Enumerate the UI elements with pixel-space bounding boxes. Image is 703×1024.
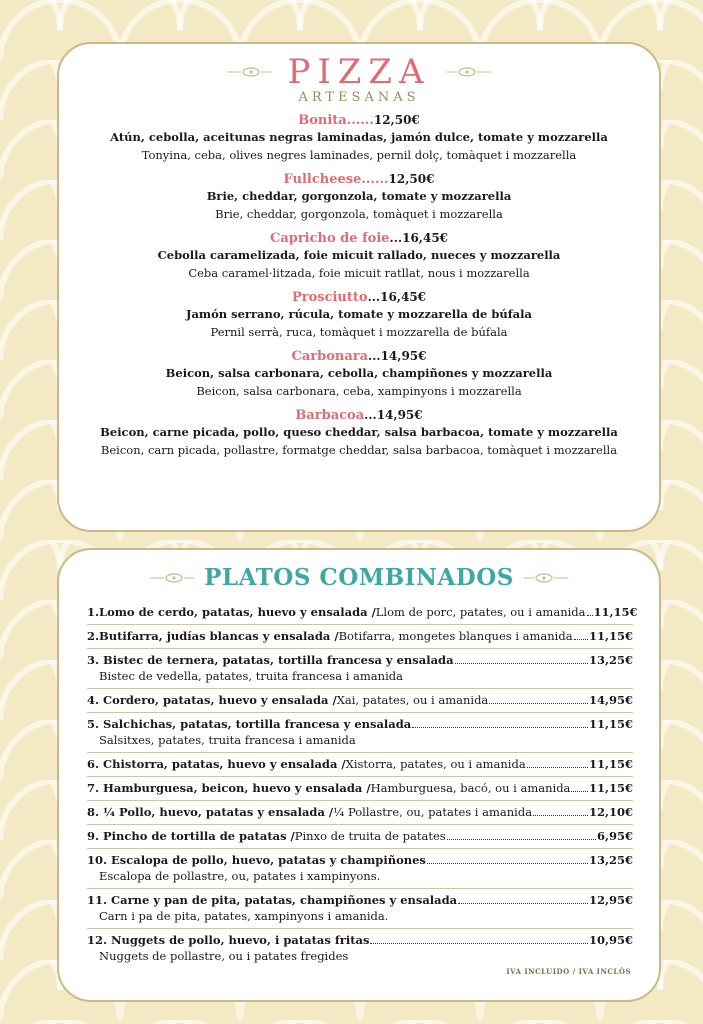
dot-leader (527, 767, 588, 768)
plato-name-ca: Bistec de vedella, patates, truita francesa i amanida (99, 669, 403, 683)
plato-price: 13,25€ (588, 853, 633, 867)
plato-name-ca: Salsitxes, patates, truita francesa i amanida (99, 733, 356, 747)
pizza-name: Barbacoa (295, 408, 365, 423)
ornament-left-icon (227, 65, 271, 79)
plato-name-es: 6. Chistorra, patatas, huevo y ensalada / (87, 757, 346, 771)
pizza-description-ca: Pernil serrà, ruca, tomàquet i mozzarella de búfala (210, 325, 508, 339)
plato-name-es: 7. Hamburguesa, beicon, huevo y ensalada / (87, 781, 371, 795)
plato-name-es: 12. Nuggets de pollo, huevo, i patatas fritas (87, 933, 370, 947)
dot-leader (455, 663, 588, 664)
pizza-description-es: Beicon, carne picada, pollo, queso cheddar, salsa barbacoa, tomate y mozzarella (100, 425, 618, 439)
dot-leader (489, 703, 588, 704)
plato-price: 11,15€ (588, 717, 633, 731)
dot-leader (571, 791, 588, 792)
pizza-dots: ... (368, 349, 381, 363)
plato-name-ca: Xai, patates, ou i amanida (336, 693, 489, 707)
pizza-description-es: Beicon, salsa carbonara, cebolla, champiñones y mozzarella (165, 366, 553, 380)
ornament-right-icon (447, 65, 491, 79)
pizza-price: 12,50€ (388, 172, 435, 186)
list-item (87, 601, 638, 625)
plato-price: 12,10€ (588, 805, 633, 819)
dot-leader (533, 815, 588, 816)
pizza-price: 16,45€ (402, 231, 449, 245)
pizza-item (59, 289, 659, 342)
pizza-name: Prosciutto (291, 290, 368, 305)
pizza-dots: ... (367, 290, 381, 304)
plato-price: 12,95€ (588, 893, 633, 907)
dot-leader (427, 863, 588, 864)
pizza-description-ca: Beicon, carn picada, pollastre, formatge cheddar, salsa barbacoa, tomàquet i mozzarella (100, 443, 618, 457)
dot-leader (574, 639, 588, 640)
list-item (87, 689, 633, 713)
list-item (87, 713, 633, 753)
list-item (87, 889, 633, 929)
pizza-description-ca: Ceba caramel·litzada, foie micuit ratllat, nous i mozzarella (188, 266, 530, 280)
platos-combinados-card (57, 548, 661, 1002)
plato-price: 14,95€ (588, 693, 633, 707)
pizza-description-es: Jamón serrano, rúcula, tomate y mozzarella de búfala (186, 307, 532, 321)
list-item (87, 801, 633, 825)
pizza-description-es: Atún, cebolla, aceitunas negras laminadas, jamón dulce, tomate y mozzarella (110, 130, 608, 144)
pizza-price: 16,45€ (380, 290, 427, 304)
pizza-item (59, 112, 659, 165)
ornament-left-icon (150, 571, 194, 585)
plato-name-es: 1.Lomo de cerdo, patatas, huevo y ensalada / (87, 605, 376, 619)
pizza-subtitle: ARTESANAS (298, 90, 420, 105)
pizza-header (59, 54, 659, 106)
pizza-description-ca: Brie, cheddar, gorgonzola, tomàquet i mozzarella (215, 207, 503, 221)
list-item (87, 753, 633, 777)
ornament-right-icon (524, 571, 568, 585)
iva-note: IVA INCLUIDO / IVA INCLÒS (506, 967, 631, 976)
pizza-dots: ...... (346, 113, 374, 128)
list-item (87, 929, 633, 968)
plato-name-es: 2.Butifarra, judías blancas y ensalada / (87, 629, 339, 643)
dot-leader (447, 839, 596, 840)
pizza-item (59, 348, 659, 401)
list-item (87, 625, 633, 649)
pizza-price: 14,95€ (376, 408, 423, 422)
pizza-name: Carbonara (291, 349, 369, 364)
plato-name-es: 4. Cordero, patatas, huevo y ensalada / (87, 693, 337, 707)
pizza-description-es: Brie, cheddar, gorgonzola, tomate y mozzarella (206, 189, 512, 203)
pizza-price: 14,95€ (380, 349, 427, 363)
plato-name-es: 8. ¼ Pollo, huevo, patatas y ensalada / (87, 805, 334, 819)
pizza-item (59, 407, 659, 460)
plato-name-ca: Llom de porc, patates, ou i amanida (375, 605, 586, 619)
plato-name-es: 9. Pincho de tortilla de patatas / (87, 829, 295, 843)
pizza-description-ca: Tonyina, ceba, olives negres laminades, pernil dolç, tomàquet i mozzarella (141, 148, 577, 162)
pizza-title: PIZZA (287, 52, 431, 92)
pizza-dots: ...... (361, 172, 389, 187)
list-item (87, 777, 633, 801)
plato-name-ca: Pinxo de truita de patates (294, 829, 446, 843)
plato-price: 11,15€ (588, 629, 633, 643)
pizza-price: 12,50€ (373, 113, 420, 127)
plato-price: 11,15€ (588, 757, 633, 771)
pizza-item (59, 171, 659, 224)
pizza-dots: ... (389, 231, 403, 245)
plato-name-es: 11. Carne y pan de pita, patatas, champiñones y ensalada (87, 893, 458, 907)
plato-price: 10,95€ (588, 933, 633, 947)
plato-name-es: 3. Bistec de ternera, patatas, tortilla francesa y ensalada (87, 653, 454, 667)
pizza-item (59, 230, 659, 283)
pizza-description-ca: Beicon, salsa carbonara, ceba, xampinyons i mozzarella (196, 384, 522, 398)
plato-name-es: 5. Salchichas, patatas, tortilla francesa y ensalada (87, 717, 412, 731)
pizza-menu-card (57, 42, 661, 532)
platos-title: PLATOS COMBINADOS (204, 564, 514, 591)
platos-list (87, 601, 638, 968)
plato-name-es: 10. Escalopa de pollo, huevo, patatas y champiñones (87, 853, 426, 867)
plato-name-ca: Xistorra, patates, ou i amanida (345, 757, 526, 771)
plato-name-ca: Escalopa de pollastre, ou, patates i xampinyons. (99, 869, 381, 883)
list-item (87, 649, 633, 689)
dot-leader (587, 615, 593, 616)
plato-name-ca: Botifarra, mongetes blanques i amanida (338, 629, 573, 643)
list-item (87, 825, 633, 849)
dot-leader (370, 943, 588, 944)
plato-name-ca: Hamburguesa, bacó, ou i amanida (370, 781, 571, 795)
pizza-description-es: Cebolla caramelizada, foie micuit rallado, nueces y mozzarella (157, 248, 561, 262)
plato-name-ca: ¼ Pollastre, ou, patates i amanida (333, 805, 533, 819)
pizza-name: Bonita (298, 113, 347, 128)
dot-leader (412, 727, 588, 728)
pizza-name: Capricho de foie (269, 231, 390, 246)
plato-price: 11,15€ (588, 781, 633, 795)
plato-name-ca: Carn i pa de pita, patates, xampinyons i amanida. (99, 909, 389, 923)
pizza-dots: ... (364, 408, 377, 422)
pizza-name: Fullcheese (283, 172, 362, 187)
plato-price: 6,95€ (596, 829, 633, 843)
platos-header (59, 564, 659, 591)
plato-price: 13,25€ (588, 653, 633, 667)
dot-leader (458, 903, 588, 904)
plato-name-ca: Nuggets de pollastre, ou i patates fregides (99, 949, 349, 963)
plato-price: 11,15€ (593, 605, 638, 619)
list-item (87, 849, 633, 889)
